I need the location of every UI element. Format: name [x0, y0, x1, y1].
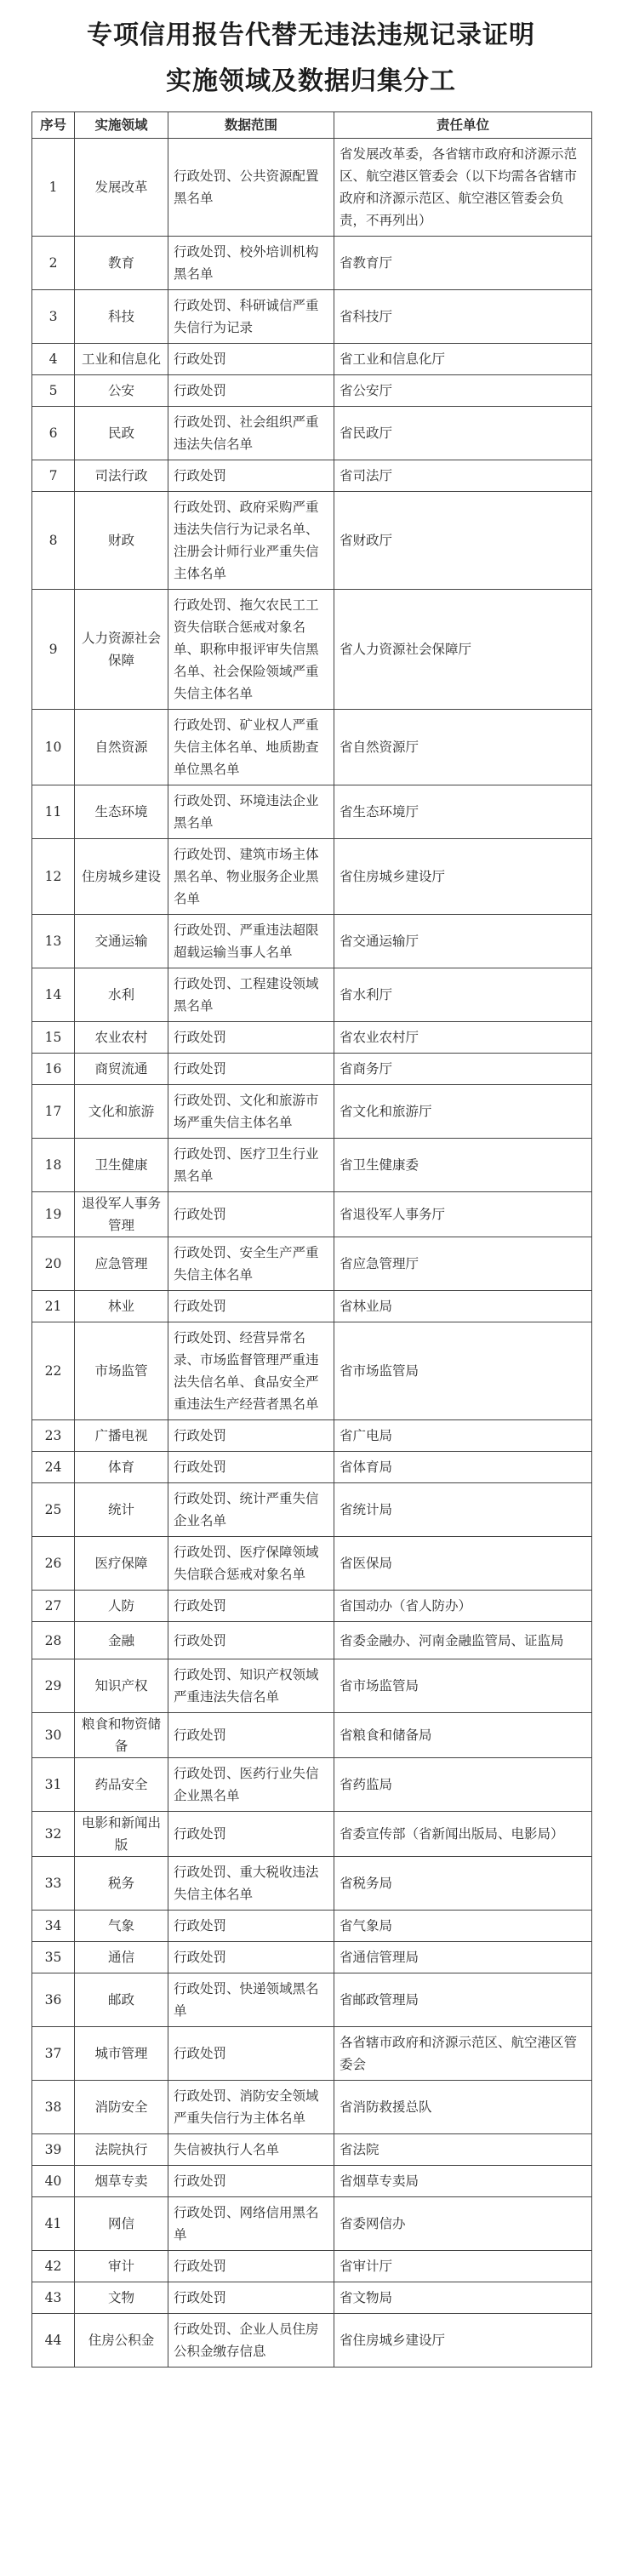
row-number: 33	[32, 1857, 75, 1911]
table-row	[32, 139, 592, 237]
table-row	[32, 2134, 592, 2166]
row-scope: 行政处罚、消防安全领域严重失信行为主体名单	[168, 2081, 334, 2134]
row-number: 44	[32, 2314, 75, 2368]
row-scope: 行政处罚、工程建设领域黑名单	[168, 968, 334, 1022]
row-field: 税务	[75, 1857, 168, 1911]
row-unit: 省文化和旅游厅	[334, 1085, 592, 1139]
row-unit: 省消防救援总队	[334, 2081, 592, 2134]
table-row	[32, 2314, 592, 2368]
row-field: 水利	[75, 968, 168, 1022]
row-scope: 行政处罚	[168, 1054, 334, 1085]
row-field: 文化和旅游	[75, 1085, 168, 1139]
row-field: 交通运输	[75, 915, 168, 968]
row-scope: 行政处罚	[168, 2027, 334, 2081]
header-unit: 责任单位	[334, 112, 592, 139]
header-scope: 数据范围	[168, 112, 334, 139]
row-scope: 行政处罚	[168, 1452, 334, 1483]
row-unit: 省人力资源社会保障厅	[334, 590, 592, 710]
row-unit: 省卫生健康委	[334, 1139, 592, 1192]
row-unit: 省气象局	[334, 1911, 592, 1942]
row-field: 财政	[75, 492, 168, 590]
table-row	[32, 2027, 592, 2081]
row-scope: 行政处罚	[168, 1291, 334, 1322]
row-number: 5	[32, 375, 75, 407]
row-unit: 省邮政管理局	[334, 1973, 592, 2027]
row-number: 2	[32, 237, 75, 290]
table-row	[32, 2197, 592, 2251]
row-scope: 行政处罚	[168, 460, 334, 492]
row-number: 6	[32, 407, 75, 460]
table-row	[32, 1713, 592, 1758]
row-number: 32	[32, 1812, 75, 1857]
row-number: 19	[32, 1192, 75, 1237]
table-row	[32, 460, 592, 492]
row-number: 16	[32, 1054, 75, 1085]
row-unit: 省商务厅	[334, 1054, 592, 1085]
row-unit: 省工业和信息化厅	[334, 344, 592, 375]
row-number: 31	[32, 1758, 75, 1812]
row-field: 发展改革	[75, 139, 168, 237]
row-unit: 省交通运输厅	[334, 915, 592, 968]
row-number: 20	[32, 1237, 75, 1291]
row-field: 金融	[75, 1622, 168, 1659]
row-unit: 省通信管理局	[334, 1942, 592, 1973]
row-number: 25	[32, 1483, 75, 1537]
row-scope: 行政处罚、医疗保障领域失信联合惩戒对象名单	[168, 1537, 334, 1591]
table-header-row	[32, 112, 592, 139]
row-unit: 省烟草专卖局	[334, 2166, 592, 2197]
row-number: 21	[32, 1291, 75, 1322]
row-unit: 省公安厅	[334, 375, 592, 407]
table-row	[32, 1291, 592, 1322]
row-field: 通信	[75, 1942, 168, 1973]
row-scope: 行政处罚、科研诚信严重失信行为记录	[168, 290, 334, 344]
row-number: 17	[32, 1085, 75, 1139]
row-field: 生态环境	[75, 785, 168, 839]
row-number: 8	[32, 492, 75, 590]
table-row	[32, 2081, 592, 2134]
row-unit: 省教育厅	[334, 237, 592, 290]
table-row	[32, 1758, 592, 1812]
table-row	[32, 1452, 592, 1483]
row-number: 40	[32, 2166, 75, 2197]
row-field: 科技	[75, 290, 168, 344]
table-row	[32, 785, 592, 839]
table-row	[32, 492, 592, 590]
row-scope: 行政处罚	[168, 1622, 334, 1659]
table-row	[32, 839, 592, 915]
row-scope: 行政处罚	[168, 375, 334, 407]
row-number: 10	[32, 710, 75, 785]
row-number: 4	[32, 344, 75, 375]
row-field: 民政	[75, 407, 168, 460]
row-unit: 省体育局	[334, 1452, 592, 1483]
table-row	[32, 1973, 592, 2027]
table-row	[32, 290, 592, 344]
table-row	[32, 1622, 592, 1659]
row-number: 13	[32, 915, 75, 968]
row-field: 市场监管	[75, 1322, 168, 1420]
row-scope: 行政处罚、矿业权人严重失信主体名单、地质勘查单位黑名单	[168, 710, 334, 785]
row-field: 林业	[75, 1291, 168, 1322]
row-unit: 省国动办（省人防办）	[334, 1591, 592, 1622]
row-field: 人力资源社会保障	[75, 590, 168, 710]
table-row	[32, 1139, 592, 1192]
table-row	[32, 1537, 592, 1591]
row-unit: 省科技厅	[334, 290, 592, 344]
row-number: 7	[32, 460, 75, 492]
row-field: 住房城乡建设	[75, 839, 168, 915]
table-row	[32, 710, 592, 785]
row-number: 27	[32, 1591, 75, 1622]
row-number: 35	[32, 1942, 75, 1973]
row-number: 39	[32, 2134, 75, 2166]
row-field: 教育	[75, 237, 168, 290]
row-unit: 省水利厅	[334, 968, 592, 1022]
row-scope: 行政处罚	[168, 1420, 334, 1452]
row-number: 24	[32, 1452, 75, 1483]
row-unit: 省统计局	[334, 1483, 592, 1537]
table-row	[32, 344, 592, 375]
row-scope: 行政处罚、企业人员住房公积金缴存信息	[168, 2314, 334, 2368]
row-number: 23	[32, 1420, 75, 1452]
row-field: 农业农村	[75, 1022, 168, 1054]
row-scope: 行政处罚、经营异常名录、市场监督管理严重违法失信名单、食品安全严重违法生产经营者黑名单	[168, 1322, 334, 1420]
row-scope: 行政处罚、社会组织严重违法失信名单	[168, 407, 334, 460]
row-number: 9	[32, 590, 75, 710]
row-scope: 行政处罚、网络信用黑名单	[168, 2197, 334, 2251]
row-field: 司法行政	[75, 460, 168, 492]
row-unit: 省文物局	[334, 2282, 592, 2314]
row-number: 42	[32, 2251, 75, 2282]
row-scope: 行政处罚	[168, 1192, 334, 1237]
row-unit: 省审计厅	[334, 2251, 592, 2282]
table-row	[32, 590, 592, 710]
row-unit: 省法院	[334, 2134, 592, 2166]
row-unit: 省民政厅	[334, 407, 592, 460]
row-field: 应急管理	[75, 1237, 168, 1291]
table-row	[32, 1483, 592, 1537]
row-number: 38	[32, 2081, 75, 2134]
row-field: 药品安全	[75, 1758, 168, 1812]
row-field: 住房公积金	[75, 2314, 168, 2368]
table-row	[32, 375, 592, 407]
row-number: 14	[32, 968, 75, 1022]
row-field: 退役军人事务管理	[75, 1192, 168, 1237]
row-number: 37	[32, 2027, 75, 2081]
row-field: 统计	[75, 1483, 168, 1537]
row-number: 41	[32, 2197, 75, 2251]
row-scope: 行政处罚、医疗卫生行业黑名单	[168, 1139, 334, 1192]
row-number: 12	[32, 839, 75, 915]
table-row	[32, 1659, 592, 1713]
row-field: 工业和信息化	[75, 344, 168, 375]
row-number: 34	[32, 1911, 75, 1942]
row-unit: 省委金融办、河南金融监管局、证监局	[334, 1622, 592, 1659]
table-row	[32, 1812, 592, 1857]
row-scope: 行政处罚	[168, 344, 334, 375]
table-row	[32, 1054, 592, 1085]
row-scope: 行政处罚、建筑市场主体黑名单、物业服务企业黑名单	[168, 839, 334, 915]
row-scope: 行政处罚	[168, 1022, 334, 1054]
row-field: 商贸流通	[75, 1054, 168, 1085]
row-scope: 行政处罚、快递领域黑名单	[168, 1973, 334, 2027]
row-field: 审计	[75, 2251, 168, 2282]
row-scope: 行政处罚、拖欠农民工工资失信联合惩戒对象名单、职称申报评审失信黑名单、社会保险领域严重失信主体名单	[168, 590, 334, 710]
row-unit: 省委宣传部（省新闻出版局、电影局）	[334, 1812, 592, 1857]
row-unit: 省市场监管局	[334, 1322, 592, 1420]
table-row	[32, 237, 592, 290]
row-scope: 行政处罚、政府采购严重违法失信行为记录名单、注册会计师行业严重失信主体名单	[168, 492, 334, 590]
row-unit: 省司法厅	[334, 460, 592, 492]
row-scope: 行政处罚、校外培训机构黑名单	[168, 237, 334, 290]
row-scope: 行政处罚	[168, 1812, 334, 1857]
row-unit: 省应急管理厅	[334, 1237, 592, 1291]
row-field: 卫生健康	[75, 1139, 168, 1192]
row-unit: 省广电局	[334, 1420, 592, 1452]
row-scope: 行政处罚、环境违法企业黑名单	[168, 785, 334, 839]
division-table	[31, 111, 592, 2368]
row-scope: 行政处罚、统计严重失信企业名单	[168, 1483, 334, 1537]
row-scope: 行政处罚	[168, 1713, 334, 1758]
row-unit: 省退役军人事务厅	[334, 1192, 592, 1237]
row-field: 电影和新闻出版	[75, 1812, 168, 1857]
row-number: 28	[32, 1622, 75, 1659]
table-row	[32, 1420, 592, 1452]
row-scope: 行政处罚、公共资源配置黑名单	[168, 139, 334, 237]
table-row	[32, 1591, 592, 1622]
row-field: 知识产权	[75, 1659, 168, 1713]
row-unit: 省住房城乡建设厅	[334, 2314, 592, 2368]
header-field: 实施领域	[75, 112, 168, 139]
row-unit: 省粮食和储备局	[334, 1713, 592, 1758]
table-row	[32, 968, 592, 1022]
row-scope: 行政处罚	[168, 1911, 334, 1942]
row-unit: 省税务局	[334, 1857, 592, 1911]
table-row	[32, 1192, 592, 1237]
table-row	[32, 1322, 592, 1420]
table-row	[32, 1085, 592, 1139]
table-row	[32, 2166, 592, 2197]
row-field: 邮政	[75, 1973, 168, 2027]
row-field: 医疗保障	[75, 1537, 168, 1591]
row-unit: 省财政厅	[334, 492, 592, 590]
row-field: 自然资源	[75, 710, 168, 785]
row-number: 3	[32, 290, 75, 344]
row-scope: 行政处罚、重大税收违法失信主体名单	[168, 1857, 334, 1911]
table-row	[32, 1857, 592, 1911]
row-unit: 省药监局	[334, 1758, 592, 1812]
table-row	[32, 2282, 592, 2314]
row-scope: 行政处罚、安全生产严重失信主体名单	[168, 1237, 334, 1291]
row-unit: 省生态环境厅	[334, 785, 592, 839]
row-number: 18	[32, 1139, 75, 1192]
row-scope: 行政处罚、医药行业失信企业黑名单	[168, 1758, 334, 1812]
row-unit: 省市场监管局	[334, 1659, 592, 1713]
header-no: 序号	[32, 112, 75, 139]
row-field: 广播电视	[75, 1420, 168, 1452]
row-field: 粮食和物资储备	[75, 1713, 168, 1758]
document-title-line2: 实施领域及数据归集分工	[166, 66, 456, 96]
row-unit: 省委网信办	[334, 2197, 592, 2251]
row-unit: 省自然资源厅	[334, 710, 592, 785]
row-field: 文物	[75, 2282, 168, 2314]
row-field: 网信	[75, 2197, 168, 2251]
row-number: 26	[32, 1537, 75, 1591]
table-row	[32, 1942, 592, 1973]
row-unit: 省医保局	[334, 1537, 592, 1591]
table-row	[32, 1911, 592, 1942]
row-field: 人防	[75, 1591, 168, 1622]
row-scope: 行政处罚	[168, 1942, 334, 1973]
table-row	[32, 1237, 592, 1291]
row-number: 43	[32, 2282, 75, 2314]
row-number: 29	[32, 1659, 75, 1713]
row-field: 烟草专卖	[75, 2166, 168, 2197]
row-scope: 行政处罚、严重违法超限超载运输当事人名单	[168, 915, 334, 968]
row-scope: 行政处罚	[168, 1591, 334, 1622]
row-scope: 行政处罚	[168, 2166, 334, 2197]
row-number: 22	[32, 1322, 75, 1420]
row-number: 30	[32, 1713, 75, 1758]
row-unit: 省农业农村厅	[334, 1022, 592, 1054]
table-row	[32, 2251, 592, 2282]
row-unit: 省发展改革委，各省辖市政府和济源示范区、航空港区管委会（以下均需各省辖市政府和济源示范区、航空港区管委会负责，不再列出）	[334, 139, 592, 237]
table-row	[32, 407, 592, 460]
row-field: 法院执行	[75, 2134, 168, 2166]
table-row	[32, 1022, 592, 1054]
row-field: 消防安全	[75, 2081, 168, 2134]
row-unit: 省林业局	[334, 1291, 592, 1322]
table-row	[32, 915, 592, 968]
row-field: 城市管理	[75, 2027, 168, 2081]
row-field: 公安	[75, 375, 168, 407]
row-field: 体育	[75, 1452, 168, 1483]
row-field: 气象	[75, 1911, 168, 1942]
row-number: 1	[32, 139, 75, 237]
row-number: 15	[32, 1022, 75, 1054]
row-number: 11	[32, 785, 75, 839]
row-scope: 行政处罚、知识产权领域严重违法失信名单	[168, 1659, 334, 1713]
document-title-line1: 专项信用报告代替无违法违规记录证明	[87, 20, 535, 50]
row-unit: 省住房城乡建设厅	[334, 839, 592, 915]
row-scope: 行政处罚	[168, 2282, 334, 2314]
row-number: 36	[32, 1973, 75, 2027]
row-scope: 行政处罚	[168, 2251, 334, 2282]
row-scope: 行政处罚、文化和旅游市场严重失信主体名单	[168, 1085, 334, 1139]
row-scope: 失信被执行人名单	[168, 2134, 334, 2166]
row-unit: 各省辖市政府和济源示范区、航空港区管委会	[334, 2027, 592, 2081]
